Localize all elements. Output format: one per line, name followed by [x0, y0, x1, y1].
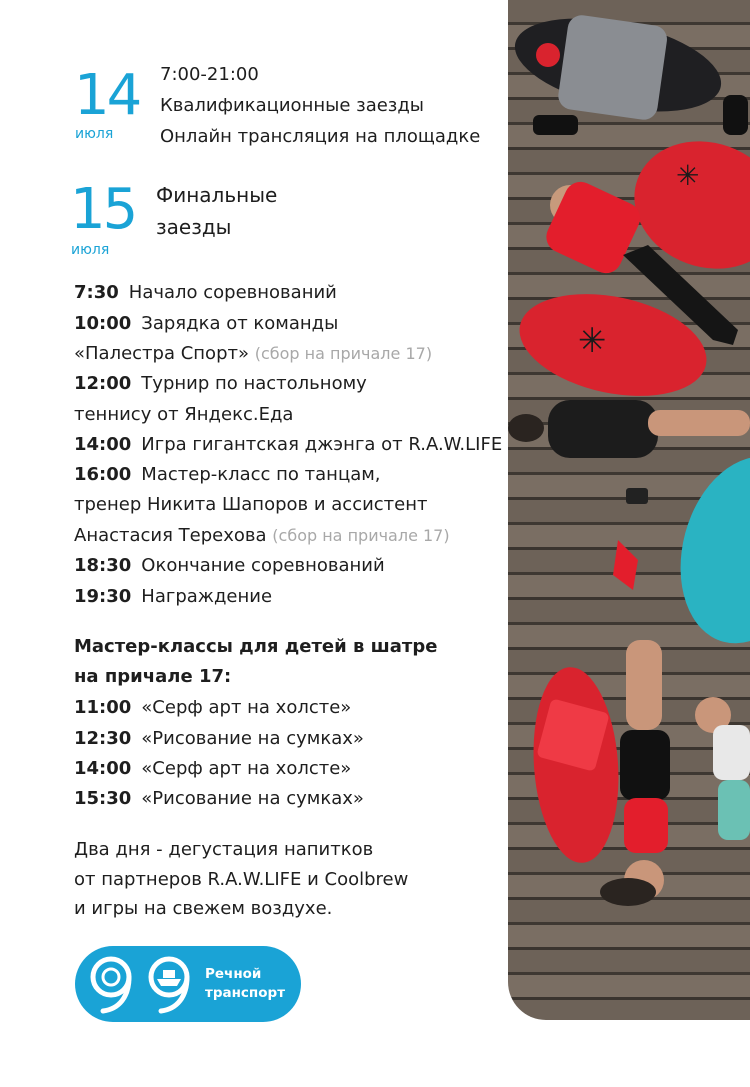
shoes	[533, 115, 578, 135]
svg-text:✳: ✳	[676, 159, 700, 192]
schedule-time: 16:00	[74, 464, 132, 485]
schedule-text: Окончание соревнований	[141, 555, 385, 576]
grey-vest	[557, 13, 669, 121]
schedule-time: 10:00	[74, 313, 132, 334]
kids-text: «Серф арт на холсте»	[141, 697, 352, 718]
svg-text:✳: ✳	[578, 321, 607, 361]
schedule-row	[74, 372, 367, 396]
person-4-top	[713, 725, 750, 780]
day-14-month: июля	[75, 126, 114, 142]
day-15-title-line-2: заезды	[156, 215, 232, 239]
board-sticker	[536, 43, 560, 67]
nine-logo-icon	[85, 953, 147, 1015]
schedule-text: Зарядка от команды	[141, 313, 339, 334]
footer-line-3: и игры на свежем воздухе.	[74, 898, 333, 919]
kids-row	[74, 727, 364, 751]
schedule-time: 14:00	[74, 434, 132, 455]
day-15-title-line-1: Финальные	[156, 183, 278, 207]
schedule-row	[74, 463, 381, 487]
person-2-body	[548, 400, 658, 458]
shoes-right	[723, 95, 748, 135]
kids-row	[74, 757, 351, 781]
schedule-row	[74, 433, 502, 457]
footer-line-2: от партнеров R.A.W.LIFE и Coolbrew	[74, 869, 409, 890]
schedule-row-continued	[74, 493, 428, 517]
schedule-text: Мастер-класс по танцам,	[141, 464, 381, 485]
kids-text: «Серф арт на холсте»	[141, 758, 352, 779]
person-2-head	[508, 414, 544, 442]
logo-text-line-1: Речной	[205, 966, 262, 982]
day-14-number: 14	[74, 63, 140, 128]
person-3-shorts	[620, 730, 670, 800]
logo-text-line-2: транспорт	[205, 985, 286, 1001]
schedule-row-continued	[74, 403, 293, 427]
kids-time: 12:30	[74, 728, 132, 749]
schedule-text: Награждение	[141, 586, 273, 607]
kids-time: 14:00	[74, 758, 132, 779]
day-14-hours: 7:00-21:00	[160, 64, 259, 85]
boat-logo-icon	[143, 953, 205, 1015]
schedule-row	[74, 312, 338, 336]
kids-text: «Рисование на сумках»	[141, 788, 364, 809]
surfers-photo	[508, 0, 750, 1020]
day-15-number: 15	[70, 177, 136, 242]
kids-row	[74, 696, 351, 720]
schedule-row	[74, 281, 337, 305]
schedule-note: (сбор на причале 17)	[272, 526, 450, 545]
schedule-time: 7:30	[74, 282, 119, 303]
logo-text	[205, 965, 285, 1003]
schedule-row	[74, 585, 272, 609]
kids-row	[74, 787, 364, 811]
person-4-shorts	[718, 780, 750, 840]
kids-title-line-2: на причале 17:	[74, 666, 232, 687]
photo-illustration	[508, 0, 750, 1020]
schedule-text: Анастасия Терехова	[74, 525, 267, 546]
schedule-text: Турнир по настольному	[141, 373, 367, 394]
phone	[626, 488, 648, 504]
schedule-time: 19:30	[74, 586, 132, 607]
schedule-text: теннису от Яндекс.Еда	[74, 404, 294, 425]
schedule-time: 18:30	[74, 555, 132, 576]
day-15-month: июля	[71, 242, 110, 258]
schedule-row-continued	[74, 524, 450, 548]
schedule-text: «Палестра Спорт»	[74, 343, 249, 364]
schedule-row	[74, 554, 385, 578]
schedule-row-continued	[74, 342, 432, 366]
kids-time: 15:30	[74, 788, 132, 809]
schedule-text: тренер Никита Шапоров и ассистент	[74, 494, 428, 515]
person-3-legs	[626, 640, 662, 730]
schedule-text: Начало соревнований	[128, 282, 337, 303]
day-14-qualification: Квалификационные заезды	[160, 95, 425, 116]
teal-surfboard	[661, 441, 750, 658]
red-bag	[613, 540, 638, 590]
schedule-note: (сбор на причале 17)	[254, 344, 433, 363]
person-3-hair	[600, 878, 656, 906]
person-2-legs	[648, 410, 750, 436]
day-14-stream: Онлайн трансляция на площадке	[160, 126, 481, 147]
schedule-text: Игра гигантская джэнга от R.A.W.LIFE	[141, 434, 503, 455]
footer-line-1: Два дня - дегустация напитков	[74, 839, 374, 860]
kids-title-line-1: Мастер-классы для детей в шатре	[74, 636, 438, 657]
schedule-time: 12:00	[74, 373, 132, 394]
kids-text: «Рисование на сумках»	[141, 728, 364, 749]
person-3-top	[624, 798, 668, 853]
kids-time: 11:00	[74, 697, 132, 718]
river-transport-logo	[75, 946, 301, 1022]
